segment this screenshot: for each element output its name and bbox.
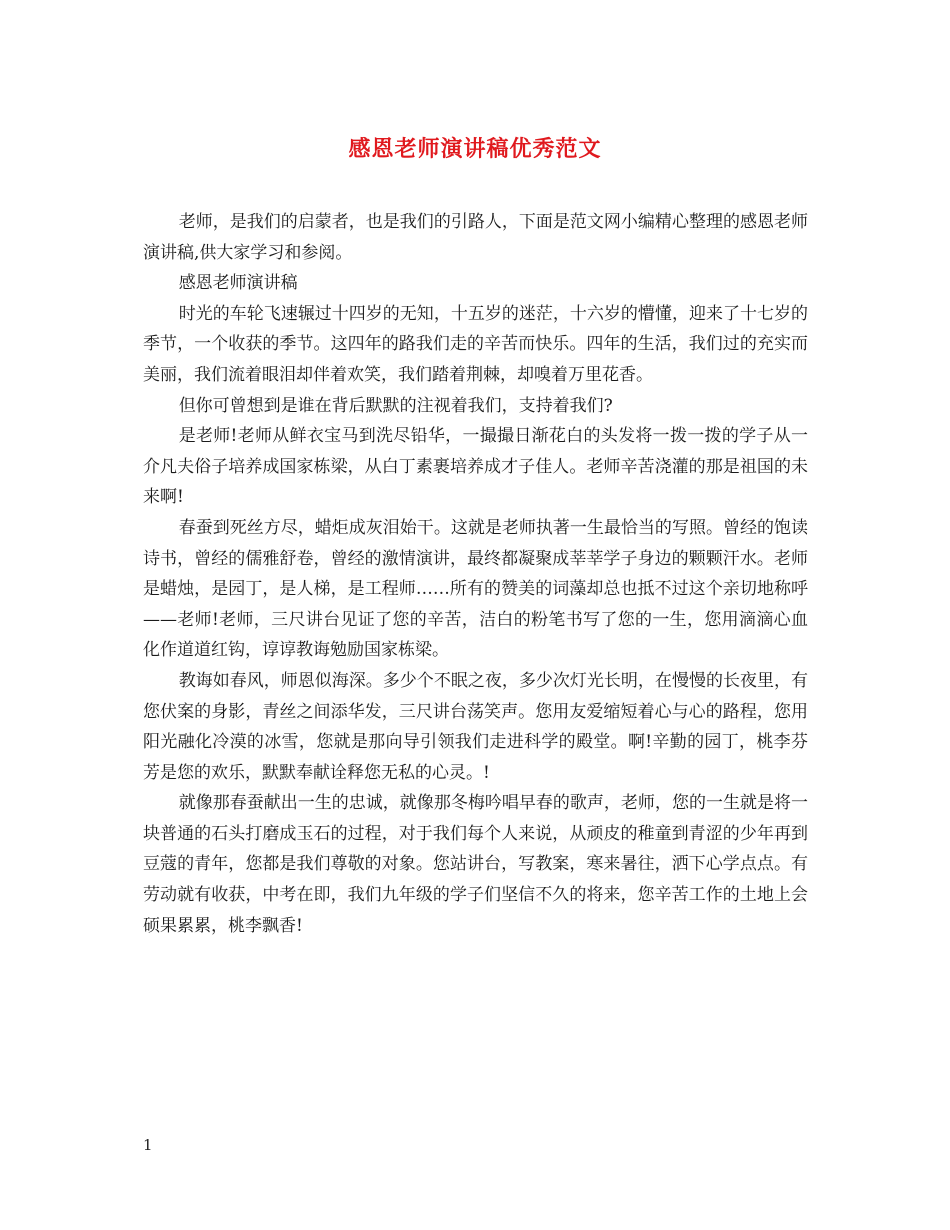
document-title: 感恩老师演讲稿优秀范文: [348, 136, 602, 162]
page-number: 1: [143, 1136, 153, 1154]
paragraph-time: 时光的车轮飞速辗过十四岁的无知，十五岁的迷茫，十六岁的懵懂，迎来了十七岁的季节，一个收获的季节。这四年的路我们走的辛苦而快乐。四年的生活，我们过的充实而美丽，我们流着眼泪却伴着欢笑，我们踏着荆棘，却嗅着万里花香。: [143, 303, 808, 385]
document-body: [143, 207, 808, 941]
paragraph-subheading: 感恩老师演讲稿: [178, 273, 298, 294]
paragraph-silkworm: 春蚕到死丝方尽，蜡炬成灰泪始干。这就是老师执著一生最恰当的写照。曾经的饱读诗书，曾经的儒雅舒卷，曾经的激情演讲，最终都凝聚成莘莘学子身边的颗颗汗水。老师是蜡烛，是园丁，是人梯，是工程师……所有的赞美的词藻却总也抵不过这个亲切地称呼——老师!老师，三尺讲台见证了您的辛苦，洁白的粉笔书写了您的一生，您用滴滴心血化作道道红钩，谆谆教诲勉励国家栋梁。: [143, 517, 808, 661]
paragraph-intro: 老师，是我们的启蒙者，也是我们的引路人，下面是范文网小编精心整理的感恩老师演讲稿,供大家学习和参阅。: [143, 212, 808, 263]
paragraph-spring-wind: 教诲如春风，师恩似海深。多少个不眠之夜，多少次灯光长明，在慢慢的长夜里，有您伏案的身影，青丝之间添华发，三尺讲台荡笑声。您用友爱缩短着心与心的路程，您用阳光融化冷漠的冰雪，您就是那向导引领我们走进科学的殿堂。啊!辛勤的园丁，桃李芬芳是您的欢乐，默默奉献诠释您无私的心灵。!: [143, 670, 808, 783]
paragraph-question: 但你可曾想到是谁在背后默默的注视着我们，支持着我们?: [178, 395, 613, 416]
paragraph-teacher: 是老师!老师从鲜衣宝马到洗尽铅华，一撮撮日渐花白的头发将一拨一拨的学子从一介凡夫俗子培养成国家栋梁，从白丁素裹培养成才子佳人。老师辛苦浇灌的那是祖国的未来啊!: [143, 426, 808, 508]
paragraph-closing: 就像那春蚕献出一生的忠诚，就像那冬梅吟唱早春的歌声，老师，您的一生就是将一块普通的石头打磨成玉石的过程，对于我们每个人来说，从顽皮的稚童到青涩的少年再到豆蔻的青年，您都是我们尊敬的对象。您站讲台，写教案，寒来暑往，洒下心学点点。有劳动就有收获，中考在即，我们九年级的学子们坚信不久的将来，您辛苦工作的土地上会硕果累累，桃李飘香!: [143, 793, 808, 936]
